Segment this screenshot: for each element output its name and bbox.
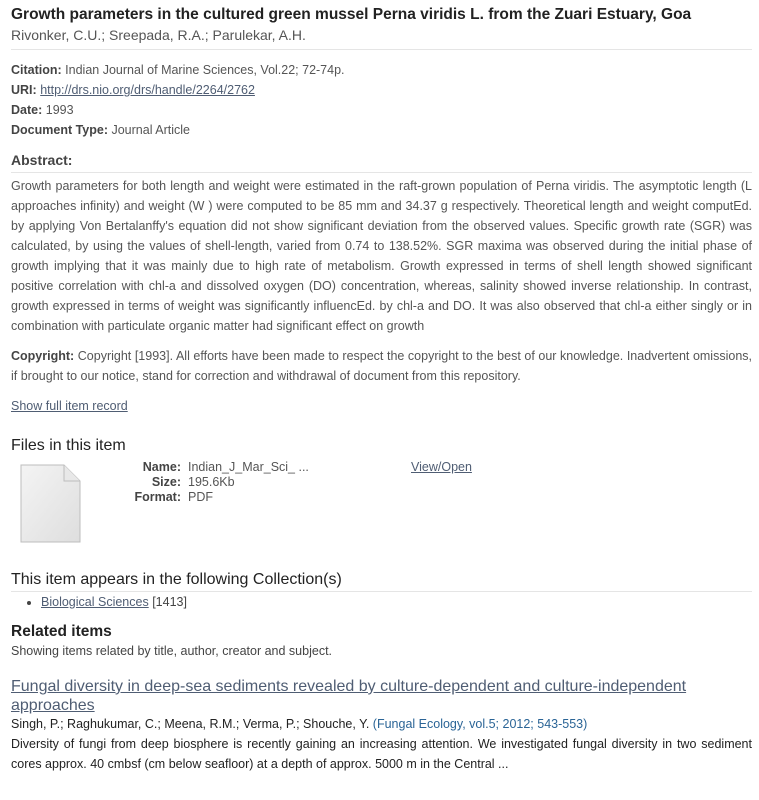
collection-item: [41, 592, 752, 612]
file-format-label: Format:: [134, 490, 181, 504]
abstract-text: Growth parameters for both length and weight were estimated in the raft-grown population of Perna viridis. The asymptotic length (L approaches infinity) and weight (W ) were computed to be 85 mm and 34.37 g respectively. Theoretical length and weight computEd. by applying Von Bertalanffy's equation did not show significant deviation from the observed values. Specific growth rate (SGR) was calculated, by using the values of shell-length, varied from 0.74 to 138.52%. SGR maxima was observed during the initial phase of growth implying that it was mainly due to high rate of metabolism. Growth expressed in terms of shell length showed significant positive correlation with chl-a and dissolved oxygen (DO) concentration, whereas, salinity showed inverse relationship. In contrast, growth expressed in terms of weight was significantly influencEd. by chl-a and DO. It was also observed that chl-a either singly or in combination with particulate organic matter had significant effect on growth: [11, 179, 752, 333]
copyright-label: Copyright:: [11, 349, 75, 363]
uri-link[interactable]: http://drs.nio.org/drs/handle/2264/2762: [40, 83, 255, 97]
abstract-heading: Abstract:: [11, 150, 752, 173]
citation-value: Indian Journal of Marine Sciences, Vol.22; 72-74p.: [65, 63, 345, 77]
related-item-authors: Singh, P.; Raghukumar, C.; Meena, R.M.; Verma, P.; Shouche, Y.: [11, 717, 370, 731]
collection-count: [1413]: [152, 595, 187, 609]
date-row: [11, 100, 752, 120]
view-open-link-wrap: [411, 460, 472, 474]
date-value: 1993: [45, 103, 74, 117]
related-item-description: Diversity of fungi from deep biosphere is recently gaining an increasing attention. We investigated fungal diversity in two sediment cores approx. 40 cmbsf (cm below seafloor) at a depth of approx. 5000 m in the Central ...: [11, 737, 752, 771]
uri-row: [11, 80, 752, 100]
citation-label: Citation:: [11, 63, 62, 77]
file-format-value: PDF: [188, 490, 213, 504]
related-subtitle: Showing items related by title, author, creator and subject.: [11, 644, 333, 658]
file-size-label: Size:: [151, 475, 181, 489]
item-authors: Rivonker, C.U.; Sreepada, R.A.; Parulekar, A.H.: [11, 26, 752, 50]
copyright-text: Copyright [1993]. All efforts have been made to respect the copyright to the best of our knowledge. Inadvertent omissions, if brought to our notice, stand for correction and withdrawal of document from this repository.: [11, 349, 752, 383]
citation-row: [11, 60, 752, 80]
related-item-publication: (Fungal Ecology, vol.5; 2012; 543-553): [372, 717, 588, 731]
file-name-label: Name:: [142, 460, 181, 474]
related-item-title: [11, 677, 752, 715]
doctype-value: Journal Article: [111, 123, 190, 137]
collections-heading: This item appears in the following Collection(s): [11, 570, 752, 592]
date-label: Date:: [11, 103, 43, 117]
related-item-authors-row: [11, 715, 752, 734]
copyright-row: [11, 346, 752, 386]
collections-list: [11, 592, 752, 612]
uri-label: URI:: [11, 83, 37, 97]
view-open-link[interactable]: View/Open: [411, 460, 472, 474]
file-size-value: 195.6Kb: [188, 475, 235, 489]
files-section: [11, 456, 752, 560]
related-heading: Related items: [11, 623, 112, 640]
collection-link[interactable]: Biological Sciences: [41, 595, 149, 609]
item-page: [11, 0, 752, 774]
file-name-value: Indian_J_Mar_Sci_ ...: [188, 460, 309, 474]
doctype-label: Document Type:: [11, 123, 108, 137]
related-item-link[interactable]: Fungal diversity in deep-sea sediments revealed by culture-dependent and culture-independent approaches: [11, 678, 687, 714]
show-full-record: [11, 396, 752, 416]
files-heading: Files in this item: [11, 437, 126, 454]
doctype-row: [11, 120, 752, 140]
item-title: Growth parameters in the cultured green mussel Perna viridis L. from the Zuari Estuary, Goa: [11, 6, 692, 23]
show-full-record-link[interactable]: Show full item record: [11, 399, 128, 413]
